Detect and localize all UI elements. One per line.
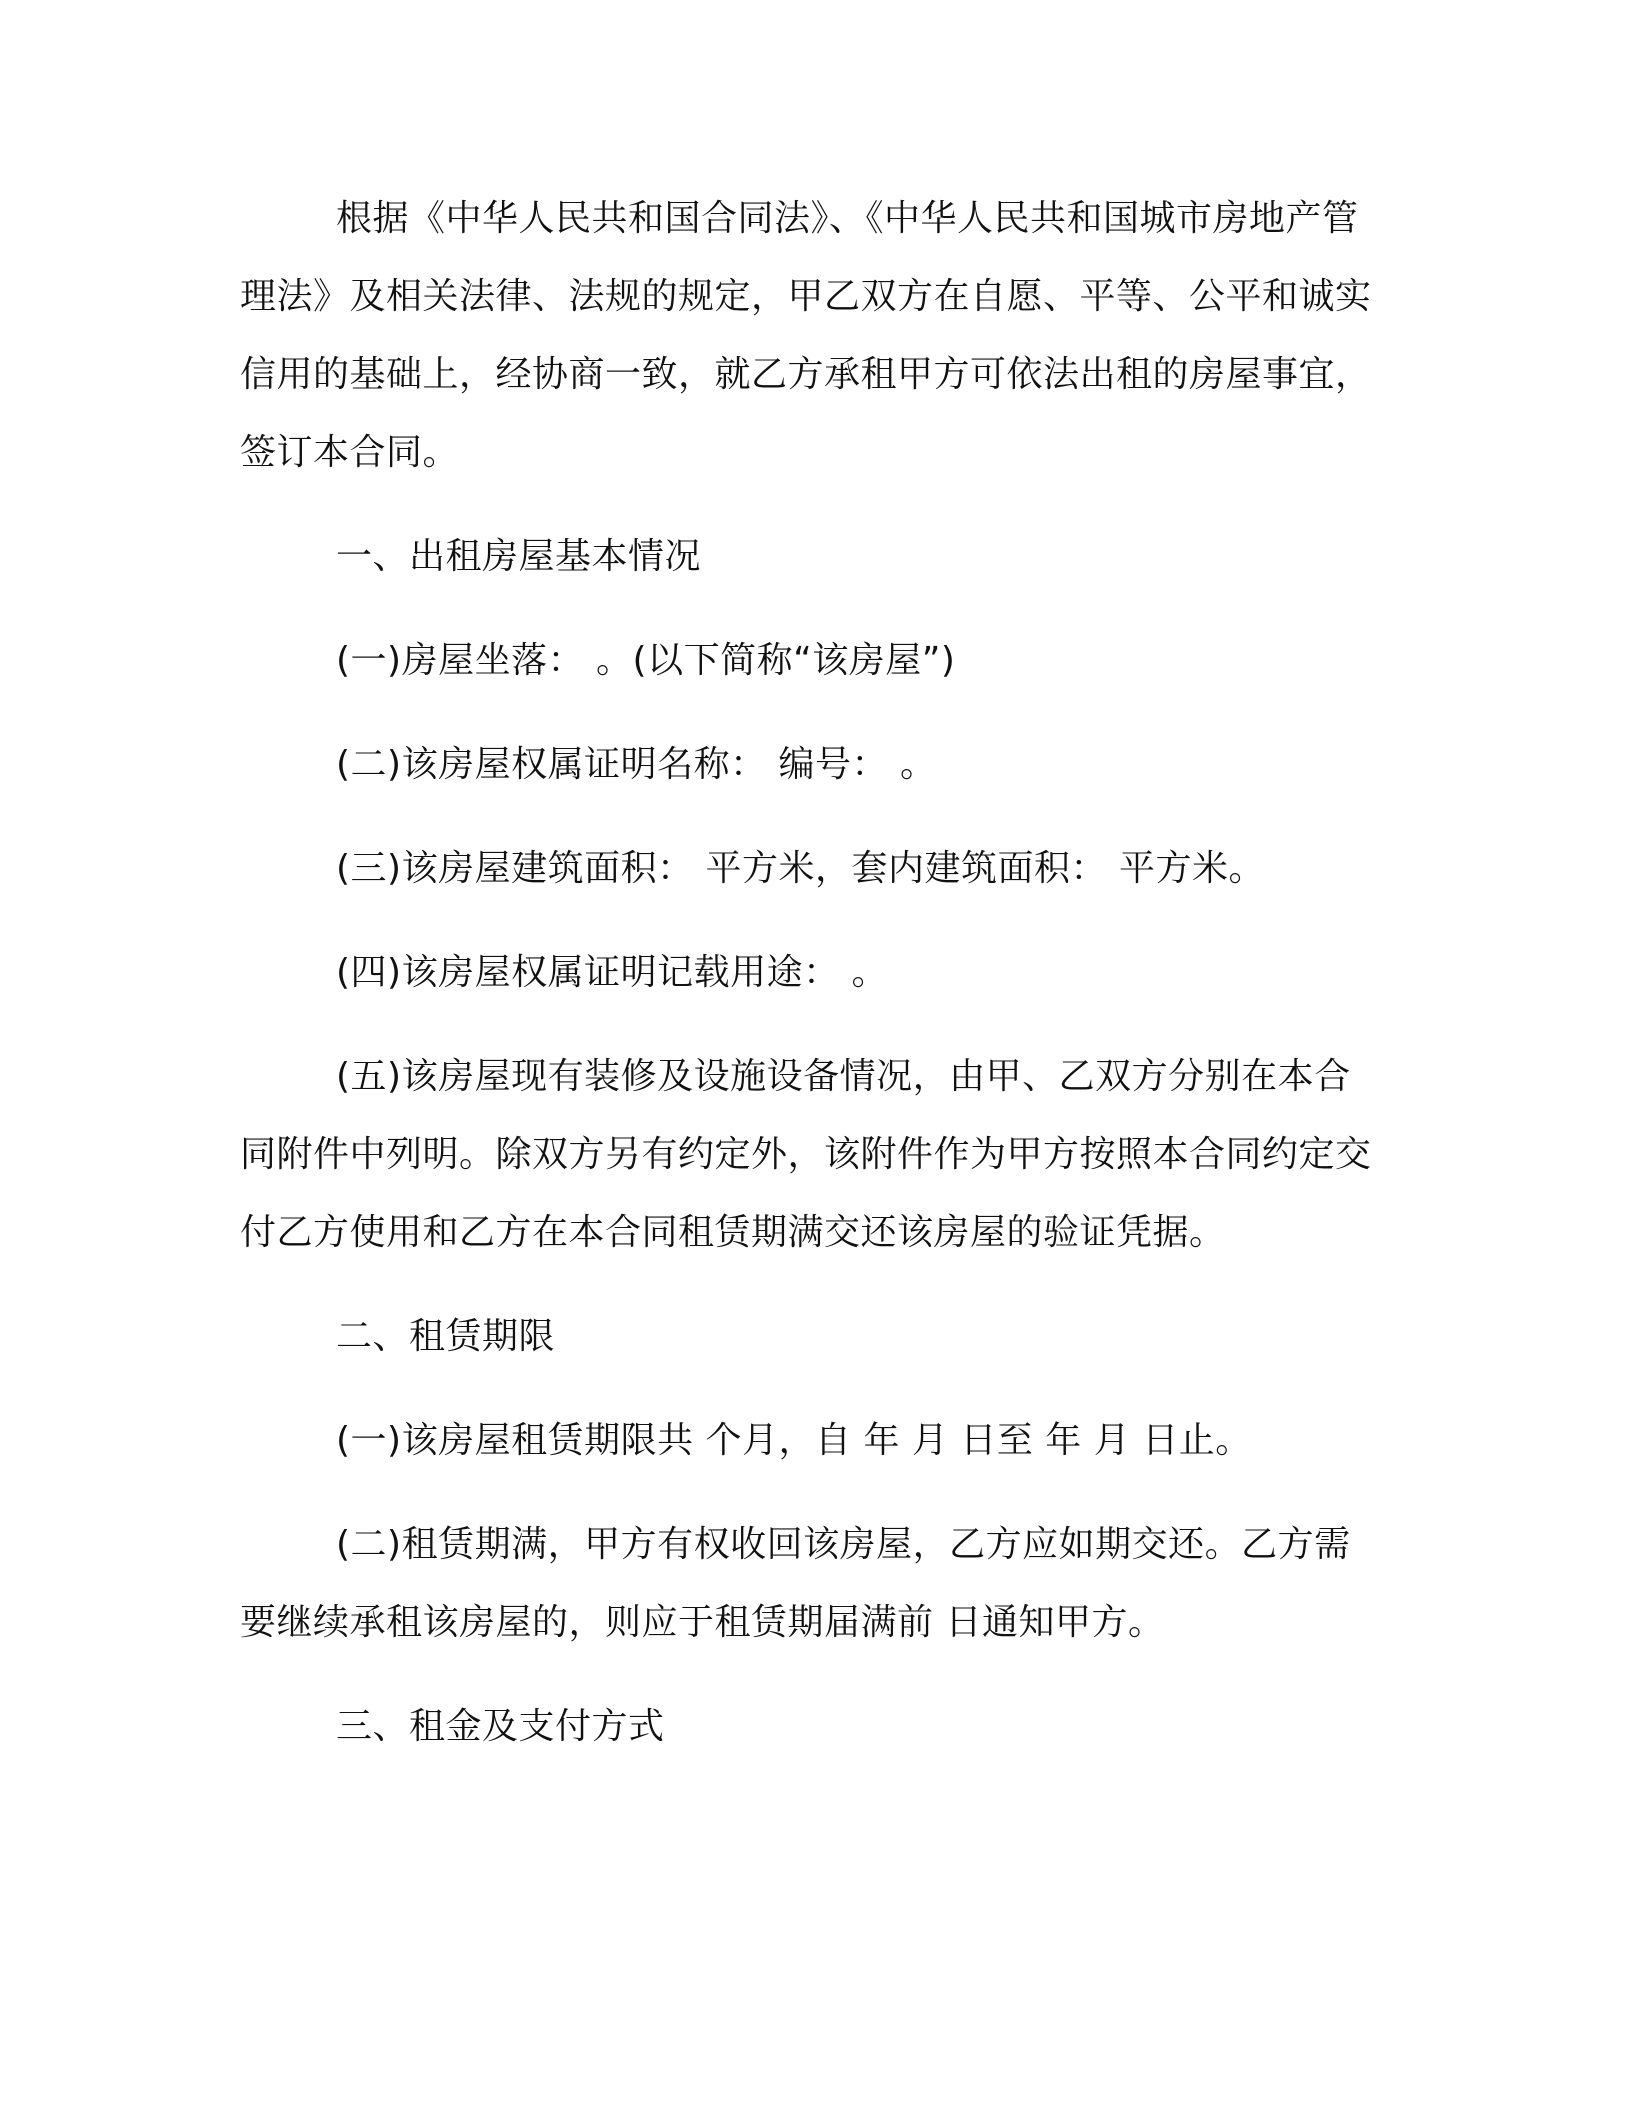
section-2-heading: 二、租赁期限 bbox=[336, 1316, 556, 1357]
clause-2-2: (二)租赁期满，甲方有权收回该房屋，乙方应如期交还。乙方需要继续承租该房屋的，则应于租赁期届满前 日通知甲方。 bbox=[240, 1524, 1351, 1643]
clause-1-5: (五)该房屋现有装修及设施设备情况，由甲、乙双方分别在本合同附件中列明。除双方另有约定外，该附件作为甲方按照本合同约定交付乙方使用和乙方在本合同租赁期满交还该房屋的验证凭据。 bbox=[240, 1056, 1372, 1253]
clause-1-2: (二)该房屋权属证明名称： 编号： 。 bbox=[336, 744, 937, 785]
document-page bbox=[240, 180, 1380, 1792]
section-1-heading: 一、出租房屋基本情况 bbox=[336, 536, 702, 577]
clause-1-3: (三)该房屋建筑面积： 平方米，套内建筑面积： 平方米。 bbox=[336, 848, 1265, 889]
clause-1-1: (一)房屋坐落： 。(以下简称“该房屋”) bbox=[336, 640, 956, 681]
section-3-heading: 三、租金及支付方式 bbox=[336, 1706, 665, 1747]
clause-2-1: (一)该房屋租赁期限共 个月，自 年 月 日至 年 月 日止。 bbox=[336, 1420, 1252, 1461]
clause-1-4: (四)该房屋权属证明记载用途： 。 bbox=[336, 952, 889, 993]
intro-paragraph: 根据《中华人民共和国合同法》、《中华人民共和国城市房地产管理法》及相关法律、法规的规定，甲乙双方在自愿、平等、公平和诚实信用的基础上，经协商一致，就乙方承租甲方可依法出租的房屋事宜，签订本合同。 bbox=[240, 198, 1372, 473]
